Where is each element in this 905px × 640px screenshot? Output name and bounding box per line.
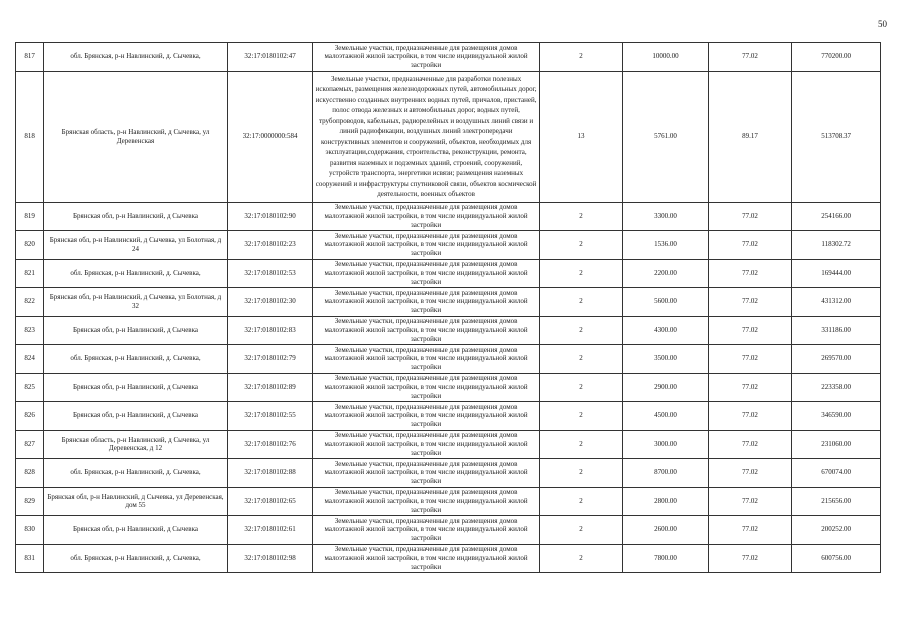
- cadastral-number-cell: 32:17:0180102:89: [227, 373, 313, 402]
- category-code-cell: 2: [539, 316, 622, 345]
- address-cell: Брянская обл, р-н Навлинский, д Сычевка: [44, 202, 228, 231]
- table-row: [16, 487, 881, 516]
- table-row: [16, 316, 881, 345]
- address-cell: обл. Брянская, р-н Навлинский, д. Сычевка,: [44, 345, 228, 374]
- permitted-use-cell: Земельные участки, предназначенные для размещения домов малоэтажной жилой застройки, в том числе индивидуальной жилой застройки: [313, 373, 539, 402]
- cadastral-number-cell: 32:17:0180102:23: [227, 231, 313, 260]
- cadastral-value-cell: 331186.00: [792, 316, 881, 345]
- permitted-use-cell: Земельные участки, предназначенные для размещения домов малоэтажной жилой застройки, в том числе индивидуальной жилой застройки: [313, 516, 539, 545]
- category-code-cell: 2: [539, 459, 622, 488]
- table-row: [16, 402, 881, 431]
- area-cell: 4300.00: [623, 316, 709, 345]
- specific-value-cell: 77.02: [708, 231, 791, 260]
- row-number-cell: 817: [16, 43, 44, 72]
- cadastral-number-cell: 32:17:0180102:30: [227, 288, 313, 317]
- permitted-use-cell: Земельные участки, предназначенные для размещения домов малоэтажной жилой застройки, в том числе индивидуальной жилой застройки: [313, 459, 539, 488]
- address-cell: Брянская обл, р-н Навлинский, д Сычевка: [44, 402, 228, 431]
- page-number: 50: [878, 19, 887, 29]
- row-number-cell: 830: [16, 516, 44, 545]
- specific-value-cell: 77.02: [708, 43, 791, 72]
- row-number-cell: 823: [16, 316, 44, 345]
- cadastral-number-cell: 32:17:0180102:53: [227, 259, 313, 288]
- category-code-cell: 2: [539, 516, 622, 545]
- table-row: [16, 288, 881, 317]
- cadastral-number-cell: 32:17:0180102:98: [227, 544, 313, 573]
- cadastral-value-cell: 118302.72: [792, 231, 881, 260]
- specific-value-cell: 77.02: [708, 402, 791, 431]
- category-code-cell: 2: [539, 430, 622, 459]
- area-cell: 3500.00: [623, 345, 709, 374]
- cadastral-number-cell: 32:17:0180102:83: [227, 316, 313, 345]
- specific-value-cell: 77.02: [708, 487, 791, 516]
- specific-value-cell: 77.02: [708, 259, 791, 288]
- cadastral-value-cell: 223358.00: [792, 373, 881, 402]
- cadastral-value-cell: 346590.00: [792, 402, 881, 431]
- table-row: [16, 71, 881, 202]
- row-number-cell: 827: [16, 430, 44, 459]
- cadastral-number-cell: 32:17:0180102:90: [227, 202, 313, 231]
- table-row: [16, 231, 881, 260]
- specific-value-cell: 77.02: [708, 544, 791, 573]
- row-number-cell: 824: [16, 345, 44, 374]
- area-cell: 2200.00: [623, 259, 709, 288]
- cadastral-value-cell: 431312.00: [792, 288, 881, 317]
- row-number-cell: 819: [16, 202, 44, 231]
- specific-value-cell: 89.17: [708, 71, 791, 202]
- area-cell: 4500.00: [623, 402, 709, 431]
- address-cell: обл. Брянская, р-н Навлинский, д. Сычевка,: [44, 459, 228, 488]
- area-cell: 2600.00: [623, 516, 709, 545]
- table-row: [16, 459, 881, 488]
- address-cell: Брянская обл, р-н Навлинский, д Сычевка, ул Деревенская, дом 55: [44, 487, 228, 516]
- permitted-use-cell: Земельные участки, предназначенные для размещения домов малоэтажной жилой застройки, в том числе индивидуальной жилой застройки: [313, 43, 539, 72]
- address-cell: обл. Брянская, р-н Навлинский, д. Сычевка,: [44, 544, 228, 573]
- area-cell: 10000.00: [623, 43, 709, 72]
- permitted-use-cell: Земельные участки, предназначенные для размещения домов малоэтажной жилой застройки, в том числе индивидуальной жилой застройки: [313, 202, 539, 231]
- address-cell: Брянская обл, р-н Навлинский, д Сычевка, ул Болотная, д 32: [44, 288, 228, 317]
- cadastral-value-cell: 269570.00: [792, 345, 881, 374]
- permitted-use-cell: Земельные участки, предназначенные для размещения домов малоэтажной жилой застройки, в том числе индивидуальной жилой застройки: [313, 430, 539, 459]
- category-code-cell: 2: [539, 259, 622, 288]
- row-number-cell: 818: [16, 71, 44, 202]
- address-cell: Брянская область, р-н Навлинский, д Сычевка, ул Деревенская: [44, 71, 228, 202]
- category-code-cell: 2: [539, 231, 622, 260]
- category-code-cell: 2: [539, 544, 622, 573]
- table-row: [16, 345, 881, 374]
- cadastral-value-cell: 513708.37: [792, 71, 881, 202]
- category-code-cell: 2: [539, 373, 622, 402]
- permitted-use-cell: Земельные участки, предназначенные для размещения домов малоэтажной жилой застройки, в том числе индивидуальной жилой застройки: [313, 231, 539, 260]
- table-row: [16, 544, 881, 573]
- specific-value-cell: 77.02: [708, 316, 791, 345]
- table-row: [16, 373, 881, 402]
- permitted-use-cell: Земельные участки, предназначенные для размещения домов малоэтажной жилой застройки, в том числе индивидуальной жилой застройки: [313, 544, 539, 573]
- area-cell: 2800.00: [623, 487, 709, 516]
- cadastral-value-cell: 770200.00: [792, 43, 881, 72]
- row-number-cell: 822: [16, 288, 44, 317]
- area-cell: 2900.00: [623, 373, 709, 402]
- cadastral-number-cell: 32:17:0180102:88: [227, 459, 313, 488]
- area-cell: 7800.00: [623, 544, 709, 573]
- area-cell: 3300.00: [623, 202, 709, 231]
- area-cell: 8700.00: [623, 459, 709, 488]
- row-number-cell: 829: [16, 487, 44, 516]
- cadastral-value-cell: 600756.00: [792, 544, 881, 573]
- row-number-cell: 820: [16, 231, 44, 260]
- category-code-cell: 13: [539, 71, 622, 202]
- address-cell: Брянская обл, р-н Навлинский, д Сычевка: [44, 516, 228, 545]
- row-number-cell: 831: [16, 544, 44, 573]
- cadastral-value-cell: 215656.00: [792, 487, 881, 516]
- permitted-use-cell: Земельные участки, предназначенные для размещения домов малоэтажной жилой застройки, в том числе индивидуальной жилой застройки: [313, 316, 539, 345]
- specific-value-cell: 77.02: [708, 516, 791, 545]
- address-cell: Брянская область, р-н Навлинский, д Сычевка, ул Деревенская, д 12: [44, 430, 228, 459]
- cadastral-value-cell: 670074.00: [792, 459, 881, 488]
- specific-value-cell: 77.02: [708, 430, 791, 459]
- cadastral-number-cell: 32:17:0180102:55: [227, 402, 313, 431]
- cadastral-number-cell: 32:17:0180102:76: [227, 430, 313, 459]
- cadastral-number-cell: 32:17:0000000:584: [227, 71, 313, 202]
- row-number-cell: 821: [16, 259, 44, 288]
- address-cell: обл. Брянская, р-н Навлинский, д. Сычевка,: [44, 259, 228, 288]
- table-body: [16, 43, 881, 573]
- area-cell: 3000.00: [623, 430, 709, 459]
- specific-value-cell: 77.02: [708, 345, 791, 374]
- table-row: [16, 516, 881, 545]
- address-cell: обл. Брянская, р-н Навлинский, д. Сычевка,: [44, 43, 228, 72]
- area-cell: 5600.00: [623, 288, 709, 317]
- specific-value-cell: 77.02: [708, 288, 791, 317]
- specific-value-cell: 77.02: [708, 459, 791, 488]
- cadastral-value-cell: 254166.00: [792, 202, 881, 231]
- table-row: [16, 202, 881, 231]
- category-code-cell: 2: [539, 345, 622, 374]
- cadastral-value-cell: 231060.00: [792, 430, 881, 459]
- permitted-use-cell: Земельные участки, предназначенные для размещения домов малоэтажной жилой застройки, в том числе индивидуальной жилой застройки: [313, 345, 539, 374]
- cadastral-value-cell: 200252.00: [792, 516, 881, 545]
- table-row: [16, 259, 881, 288]
- row-number-cell: 825: [16, 373, 44, 402]
- table-row: [16, 430, 881, 459]
- permitted-use-cell: Земельные участки, предназначенные для разработки полезных ископаемых, размещения железнодорожных путей, автомобильных дорог, искусственно созданных внутренних водных путей, причалов, пристаней, полос отвода железных и автомобильных дорог, водных путей, трубопроводов, кабельных, радиорелейных и воздушных линий связи и линий радиофикации, воздушных линий электропередачи конструктивных элементов и сооружений, объектов, необходимых для эксплуатации,содержания, строительства, реконструкции, ремонта, развития наземных и подземных зданий, строений, сооружений, устройств транспорта, энергетики исвязи; размещения наземных сооружений и инфраструктуры спутниковой связи, объектов космической деятельности, военных объектов: [313, 71, 539, 202]
- cadastral-number-cell: 32:17:0180102:47: [227, 43, 313, 72]
- cadastral-value-cell: 169444.00: [792, 259, 881, 288]
- permitted-use-cell: Земельные участки, предназначенные для размещения домов малоэтажной жилой застройки, в том числе индивидуальной жилой застройки: [313, 259, 539, 288]
- area-cell: 5761.00: [623, 71, 709, 202]
- row-number-cell: 828: [16, 459, 44, 488]
- cadastral-number-cell: 32:17:0180102:65: [227, 487, 313, 516]
- permitted-use-cell: Земельные участки, предназначенные для размещения домов малоэтажной жилой застройки, в том числе индивидуальной жилой застройки: [313, 487, 539, 516]
- land-plots-table: [15, 42, 881, 573]
- address-cell: Брянская обл, р-н Навлинский, д Сычевка, ул Болотная, д 24: [44, 231, 228, 260]
- category-code-cell: 2: [539, 202, 622, 231]
- permitted-use-cell: Земельные участки, предназначенные для размещения домов малоэтажной жилой застройки, в том числе индивидуальной жилой застройки: [313, 402, 539, 431]
- category-code-cell: 2: [539, 402, 622, 431]
- row-number-cell: 826: [16, 402, 44, 431]
- specific-value-cell: 77.02: [708, 373, 791, 402]
- cadastral-number-cell: 32:17:0180102:79: [227, 345, 313, 374]
- category-code-cell: 2: [539, 288, 622, 317]
- category-code-cell: 2: [539, 43, 622, 72]
- address-cell: Брянская обл, р-н Навлинский, д Сычевка: [44, 316, 228, 345]
- category-code-cell: 2: [539, 487, 622, 516]
- permitted-use-cell: Земельные участки, предназначенные для размещения домов малоэтажной жилой застройки, в том числе индивидуальной жилой застройки: [313, 288, 539, 317]
- address-cell: Брянская обл, р-н Навлинский, д Сычевка: [44, 373, 228, 402]
- cadastral-number-cell: 32:17:0180102:61: [227, 516, 313, 545]
- table-row: [16, 43, 881, 72]
- specific-value-cell: 77.02: [708, 202, 791, 231]
- area-cell: 1536.00: [623, 231, 709, 260]
